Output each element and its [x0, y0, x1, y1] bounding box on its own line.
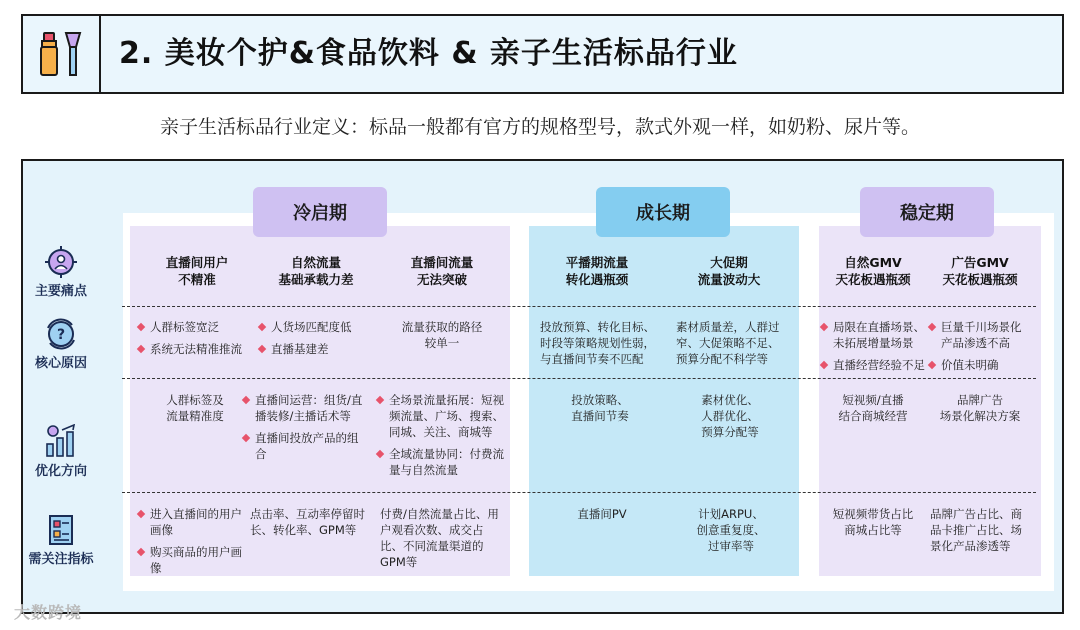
report-icon — [44, 514, 78, 546]
pain-stable-2: 广告GMV 天花板遇瓶颈 — [942, 255, 1018, 287]
cause-cold-2: 人货场匹配度低 直播基建差 — [258, 319, 373, 363]
metrics-growth-2: 计划ARPU、 创意重复度、 过审率等 — [696, 507, 766, 553]
header-icon-box — [23, 16, 101, 92]
phase-stable: 稳定期 — [860, 187, 994, 237]
cause-growth-1: 投放预算、转化目标、 时段等策略规划性弱， 与直播间节奏不匹配 — [540, 320, 655, 366]
cause-growth-2: 素材质量差，人群过 窄、大促策略不足、 预算分配不科学等 — [676, 320, 780, 366]
cause-cold-3: 流量获取的路径 较单一 — [401, 320, 483, 350]
metrics-cold-3: 付费/自然流量占比、用户观看次数、成交占比、不同流量渠道的GPM等 — [380, 507, 499, 569]
growth-chart-icon — [44, 424, 78, 458]
pain-cold-3: 直播间流量 无法突破 — [410, 255, 474, 287]
target-person-icon — [44, 246, 78, 278]
row-separator — [122, 492, 1036, 493]
phase-cold-start: 冷启期 — [253, 187, 387, 237]
metrics-cold-1: 进入直播间的用户画像 购买商品的用户画像 — [137, 506, 247, 582]
pain-growth-1: 平播期流量 转化遇瓶颈 — [565, 255, 629, 287]
cause-stable-1: 局限在直播场景、未拓展增量场景 直播经营经验不足 — [820, 319, 930, 379]
pain-cold-2: 自然流量 基础承载力差 — [278, 255, 354, 287]
svg-text:?: ? — [56, 327, 66, 343]
page-title: 2. 美妆个护&食品饮料 & 亲子生活标品行业 — [119, 36, 738, 71]
cause-stable-2: 巨量千川场景化产品渗透不高 价值未明确 — [928, 319, 1032, 379]
pain-stable-1: 自然GMV 天花板遇瓶颈 — [835, 255, 911, 287]
row-label-cause: ? 核心原因 — [26, 318, 96, 371]
cause-cold-1: 人群标签宽泛 系统无法精准推流 — [137, 319, 252, 363]
direction-cold-3: 全场景流量拓展：短视频流量、广场、搜索、同城、关注、商城等 全域流量协同：付费流量与自然流量 — [376, 392, 504, 484]
direction-growth-1: 投放策略、 直播间节奏 — [571, 393, 629, 423]
direction-stable-1: 短视频/直播 结合商城经营 — [838, 393, 908, 423]
direction-growth-2: 素材优化、 人群优化、 预算分配等 — [701, 393, 759, 439]
header-bar — [21, 14, 1064, 94]
pain-growth-2: 大促期 流量波动大 — [697, 255, 761, 287]
phase-growth: 成长期 — [596, 187, 730, 237]
row-label-metrics: 需关注指标 — [26, 514, 96, 567]
question-cycle-icon — [44, 318, 78, 350]
row-separator — [122, 306, 1036, 307]
row-label-pain: 主要痛点 — [26, 246, 96, 299]
metrics-cold-2: 点击率、互动率停留时长、转化率、GPM等 — [250, 507, 365, 537]
row-label-direction: 优化方向 — [26, 424, 96, 479]
direction-cold-2: 直播间运营：组货/直播装修/主播话术等 直播间投放产品的组合 — [242, 392, 368, 468]
cosmetics-icon — [38, 29, 84, 79]
direction-stable-2: 品牌广告 场景化解决方案 — [939, 393, 1021, 423]
pain-cold-1: 直播间用户 不精准 — [165, 255, 229, 287]
metrics-stable-1: 短视频带货占比 商城占比等 — [832, 507, 914, 537]
metrics-stable-2: 品牌广告占比、商品卡推广占比、场景化产品渗透等 — [930, 507, 1022, 553]
industry-definition: 亲子生活标品行业定义：标品一般都有官方的规格型号，款式外观一样，如奶粉、尿片等。 — [159, 116, 920, 138]
direction-cold-1: 人群标签及 流量精准度 — [166, 393, 224, 423]
metrics-growth-1: 直播间PV — [577, 507, 627, 521]
watermark: 大数跨境 — [14, 603, 83, 622]
